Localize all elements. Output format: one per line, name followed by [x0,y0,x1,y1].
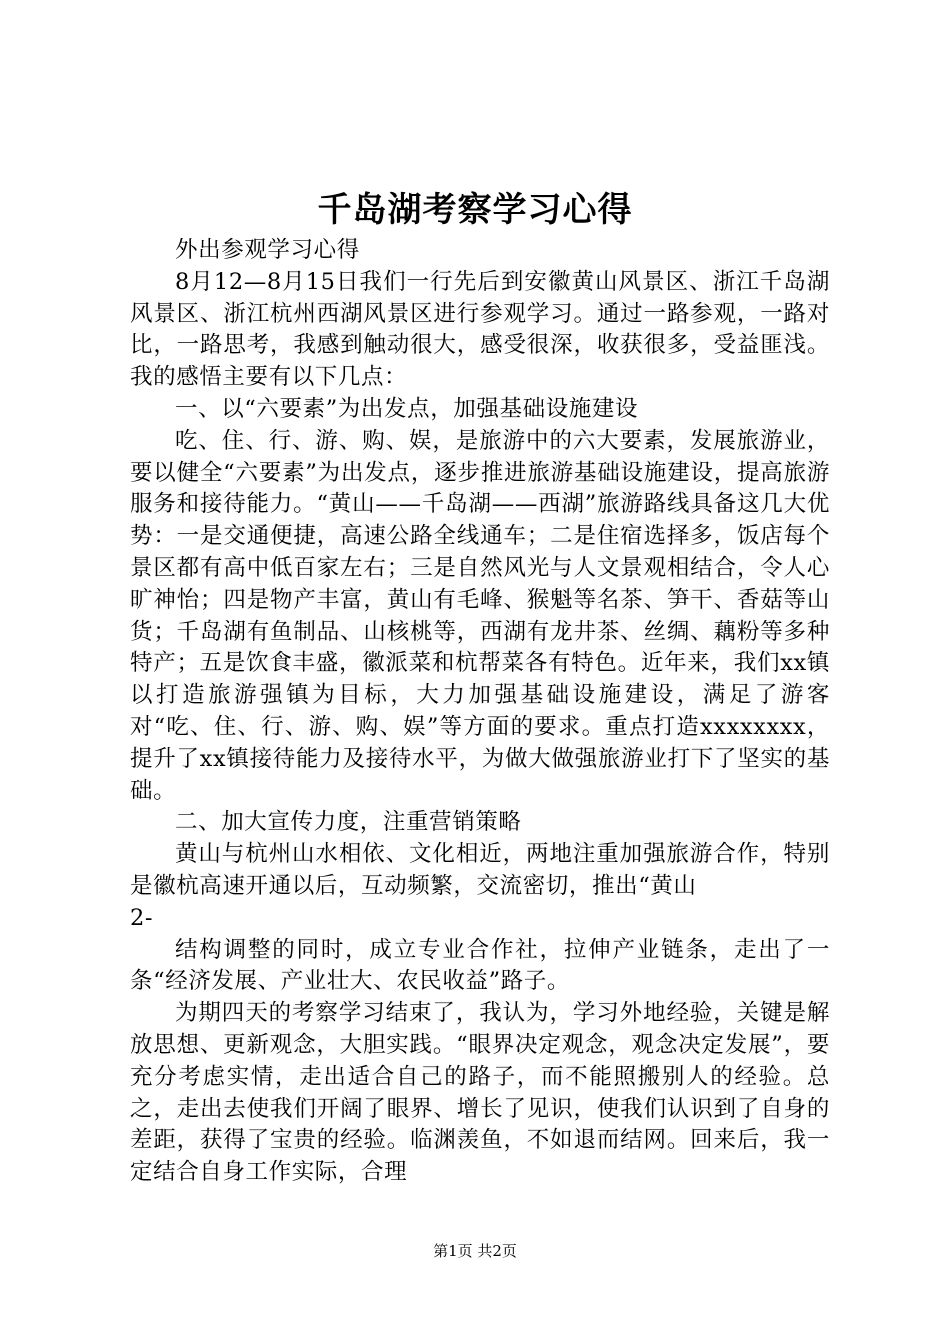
page-break-marker: 2- [130,904,154,931]
paragraph-continuation: 结构调整的同时，成立专业合作社，拉伸产业链条，走出了一条“经济发展、产业壮大、农民收益”路子。 [130,936,830,995]
paragraph-conclusion: 为期四天的考察学习结束了，我认为，学习外地经验，关键是解放思想、更新观念，大胆实践。“眼界决定观念，观念决定发展”，要充分考虑实情，走出适合自己的路子，而不能照搬别人的经验。总之，走出去使我们开阔了眼界、增长了见识，使我们认识到了自身的差距，获得了宝贵的经验。临渊羡鱼，不如退而结网。回来后，我一定结合自身工作实际，合理 [130,1000,830,1186]
section-heading-2: 二、加大宣传力度，注重营销策略 [175,809,522,836]
document-title: 千岛湖考察学习心得 [317,190,633,230]
page-footer: 第1页 共2页 [433,1242,517,1260]
paragraph-subtitle: 外出参观学习心得 [175,237,360,263]
section-heading-1: 一、以“六要素”为出发点，加强基础设施建设 [175,395,639,422]
document-body [130,235,830,1189]
paragraph-section-2: 黄山与杭州山水相依、文化相近，两地注重加强旅游合作，特别是徽杭高速开通以后，互动频繁，交流密切，推出“黄山 [130,841,830,899]
paragraph-intro: 8月12—8月15日我们一行先后到安徽黄山风景区、浙江千岛湖风景区、浙江杭州西湖风景区进行参观学习。通过一路参观，一路对比，一路思考，我感到触动很大，感受很深，收获很多，受益匪浅。我的感悟主要有以下几点： [130,268,830,391]
paragraph-section-1: 吃、住、行、游、购、娱，是旅游中的六大要素，发展旅游业，要以健全“六要素”为出发点，逐步推进旅游基础设施建设，提高旅游服务和接待能力。“黄山——千岛湖——西湖”旅游路线具备这几大优势：一是交通便捷，高速公路全线通车；二是住宿选择多，饭店每个景区都有高中低百家左右；三是自然风光与人文景观相结合，令人心旷神怡；四是物产丰富，黄山有毛峰、猴魁等名茶、笋干、香菇等山货；千岛湖有鱼制品、山核桃等，西湖有龙井茶、丝绸、藕粉等多种特产；五是饮食丰盛，徽派菜和杭帮菜各有特色。近年来，我们xx镇以打造旅游强镇为目标，大力加强基础设施建设，满足了游客对“吃、住、行、游、购、娱”等方面的要求。重点打造xxxxxxxx，提升了xx镇接待能力及接待水平，为做大做强旅游业打下了坚实的基础。 [130,427,830,804]
